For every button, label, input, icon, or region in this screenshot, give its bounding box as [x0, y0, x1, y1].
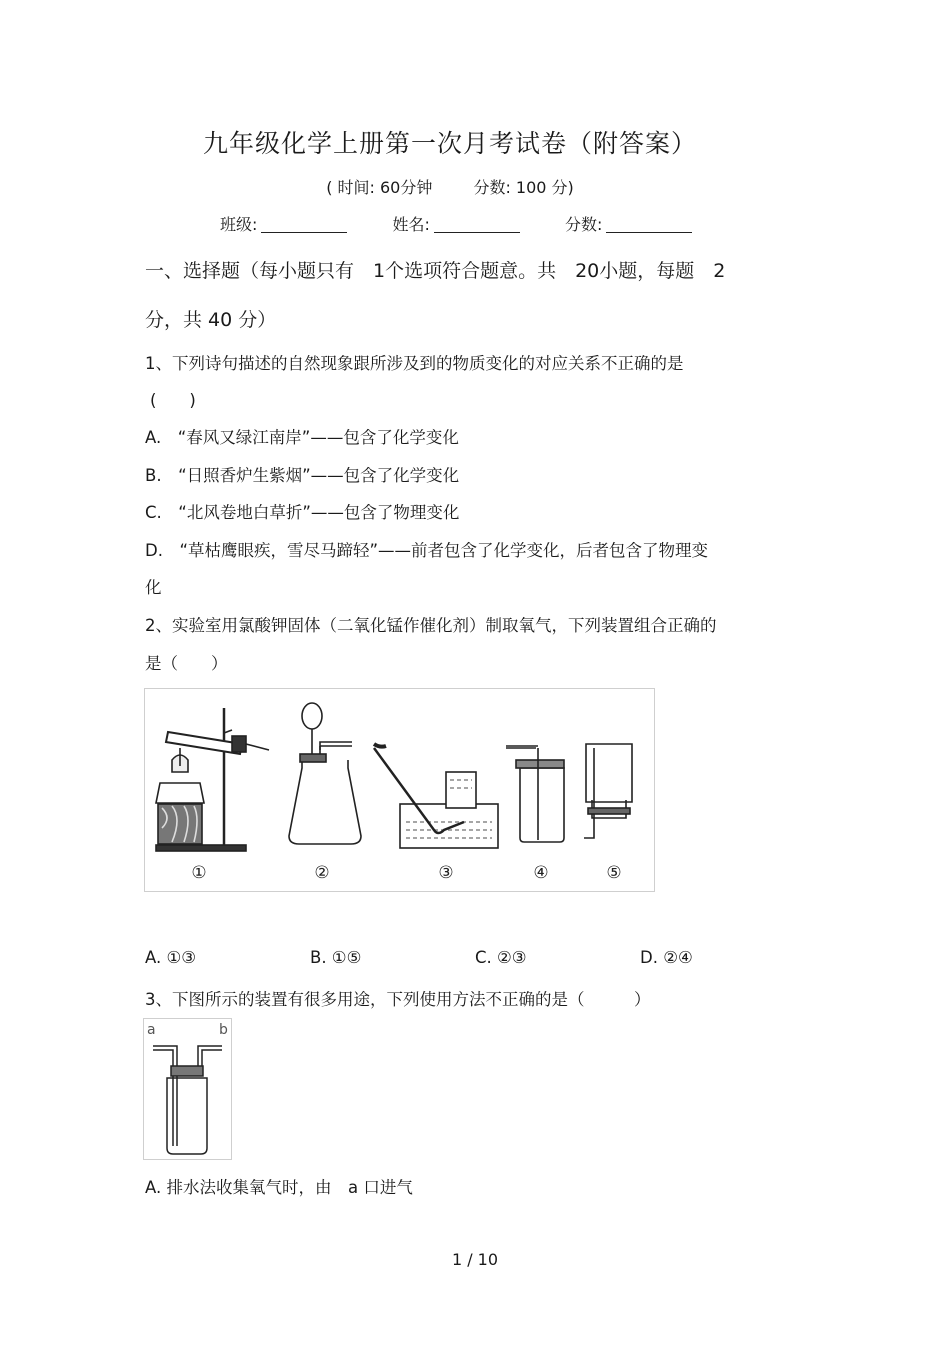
q2-option-d: D. ②④	[640, 948, 693, 967]
exam-time: ( 时间: 60分钟	[326, 178, 433, 197]
class-field	[220, 212, 347, 235]
fig-label-2: ②	[314, 863, 330, 883]
section-heading-line2: 分，共 40 分）	[145, 309, 277, 331]
q2-stem-line2: 是（ ）	[145, 654, 228, 673]
q3-option-a: A. 排水法收集氧气时，由 a 口进气	[145, 1178, 413, 1197]
student-info-fields	[220, 212, 732, 235]
name-label: 姓名:	[392, 215, 430, 234]
gas-bottle-figure	[143, 1018, 232, 1160]
exam-total-score: 分数: 100 分)	[473, 178, 574, 197]
q1-option-d-line2: 化	[145, 578, 162, 597]
page-title: 九年级化学上册第一次月考试卷（附答案）	[202, 129, 697, 158]
exam-info	[0, 175, 900, 198]
figure-frame	[145, 689, 655, 892]
section-heading-line1: 一、选择题（每小题只有 1个选项符合题意。共 20小题，每题 2	[145, 260, 726, 282]
q1-option-a: A. “春风又绿江南岸”——包含了化学变化	[145, 428, 459, 447]
port-a-label: a	[147, 1022, 156, 1038]
q1-bracket: ( )	[150, 391, 196, 410]
q2-option-b: B. ①⑤	[310, 948, 362, 967]
page-number: 1 / 10	[451, 1250, 499, 1269]
q2-stem-line1: 2、实验室用氯酸钾固体（二氧化锰作催化剂）制取氧气，下列装置组合正确的	[145, 616, 717, 635]
q2-option-c: C. ②③	[475, 948, 527, 967]
q3-stem: 3、下图所示的装置有很多用途，下列使用方法不正确的是（ ）	[145, 990, 651, 1009]
score-field	[565, 212, 692, 235]
fig-label-1: ①	[191, 863, 207, 883]
fig-label-5: ⑤	[606, 863, 622, 883]
name-field	[393, 212, 520, 235]
q2-option-a: A. ①③	[145, 948, 197, 967]
q1-stem: 1、下列诗句描述的自然现象跟所涉及到的物质变化的对应关系不正确的是	[145, 354, 684, 373]
class-blank	[261, 218, 347, 233]
score-blank	[606, 218, 692, 233]
port-b-label: b	[219, 1022, 228, 1038]
q2-options	[145, 948, 845, 967]
apparatus-figure	[144, 688, 655, 892]
fig-label-3: ③	[438, 863, 454, 883]
q1-option-b: B. “日照香炉生紫烟”——包含了化学变化	[145, 466, 460, 485]
q1-option-d-line1: D. “草枯鹰眼疾，雪尽马蹄轻”——前者包含了化学变化，后者包含了物理变	[145, 541, 709, 560]
score-label: 分数:	[565, 215, 603, 234]
q1-option-c: C. “北风卷地白草折”——包含了物理变化	[145, 503, 460, 522]
class-label: 班级:	[220, 215, 258, 234]
name-blank	[434, 218, 520, 233]
fig-label-4: ④	[533, 863, 549, 883]
figure-frame	[144, 1019, 232, 1160]
